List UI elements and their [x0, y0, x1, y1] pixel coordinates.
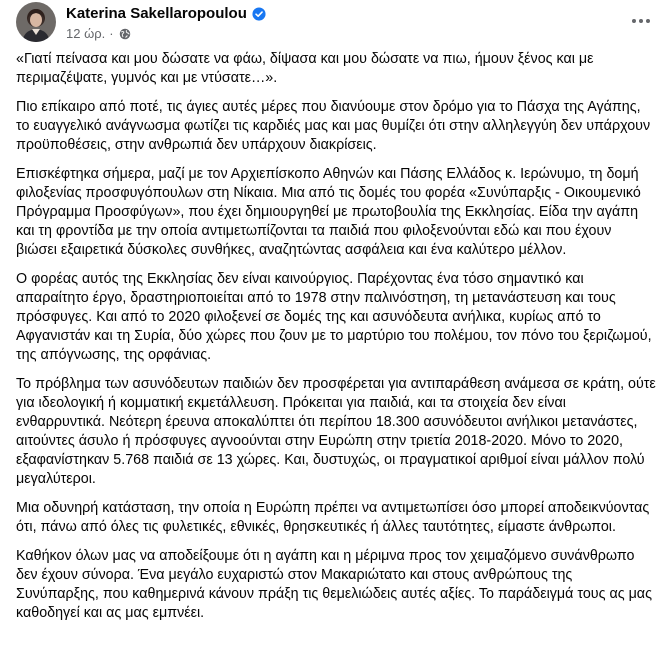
post-paragraph: Καθήκον όλων μας να αποδείξουμε ότι η αγάπη και η μέριμνα προς τον χειμαζόμενο συνάνθρωπο δεν έχουν σύνορα. Ένα μεγάλο ευχαριστώ στον Μακαριώτατο και στους ανθρώπους της Συνύπαρξης, που καθημερινά κάνουν πράξη τις θεμελιώδεις αυτές αξίες. Το παράδειγμά τους ας μας καθοδηγεί και ας μας εμπνέει.: [16, 548, 652, 621]
post-paragraph: Μια οδυνηρή κατάσταση, την οποία η Ευρώπη πρέπει να αντιμετωπίσει όσο μπορεί αποδεικνύοντας ότι, πάνω από όλες τις φυλετικές, εθνικές, θρησκευτικές ή άλλες ταυτότητες, είμαστε άνθρωποι.: [16, 500, 650, 535]
post-meta: [66, 26, 131, 41]
globe-icon[interactable]: [119, 28, 131, 40]
meta-separator: ·: [109, 26, 114, 41]
verified-badge-icon: [252, 7, 266, 21]
post-paragraph: Επισκέφτηκα σήμερα, μαζί με τον Αρχιεπίσκοπο Αθηνών και Πάσης Ελλάδος κ. Ιερώνυμο, τη δομή φιλοξενίας προσφυγόπουλων στη Νίκαια. Μια από τις δομές του φορέα «Συνύπαρξις - Οικουμενικό Πρόγραμμα Προσφύγων», που έχει δημιουργηθεί με πρωτοβουλία της Εκκλησίας. Είδα την αγάπη και τη φροντίδα με την οποία αντιμετωπίζονται τα παιδιά που φιλοξενούνται εδώ και που έχουν βιώσει εξαιρετικά δύσκολες συνθήκες, αναζητώντας ασφάλεια και ένα καλύτερο μέλλον.: [16, 166, 641, 258]
post-header: [16, 0, 656, 44]
author-name-label: Katerina Sakellaropoulou: [66, 5, 247, 22]
avatar[interactable]: [16, 2, 56, 42]
post-paragraph: Πιο επίκαιρο από ποτέ, τις άγιες αυτές μέρες που διανύουμε στον δρόμο για το Πάσχα της Αγάπης, το ευαγγελικό ανάγνωσμα φωτίζει τις καρδιές μας και μας θυμίζει ότι στην αλληλεγγύη δεν υπάρχουν προϋποθέσεις, στην ανθρωπιά δεν υπάρχουν διακρίσεις.: [16, 99, 651, 153]
post-body: [16, 50, 656, 633]
post-paragraph: Ο φορέας αυτός της Εκκλησίας δεν είναι καινούργιος. Παρέχοντας ένα τόσο σημαντικό και απαραίτητο έργο, δραστηριοποιείται από το 1978 στην παλινόστηση, τη μετανάστευση και τους πρόσφυγες. Και από το 2020 φιλοξενεί σε δομές της και ασυνόδευτα ανήλικα, κυρίως από το Αφγανιστάν και τη Συρία, δύο χώρες που ζουν με το μαρτύριο του πολέμου, τον πόνο του ξεριζωμού, της απόγνωσης, της ορφάνιας.: [16, 271, 652, 363]
post-timestamp[interactable]: 12 ώρ.: [66, 26, 106, 41]
post-paragraph: Το πρόβλημα των ασυνόδευτων παιδιών δεν προσφέρεται για αντιπαράθεση ανάμεσα σε κράτη, ούτε για ιδεολογική ή κομματική εκμετάλλευση. Πρόκειται για παιδιά, και τα στοιχεία δεν είναι ενθαρρυντικά. Νεότερη έρευνα αποκαλύπτει ότι περίπου 18.300 ασυνόδευτοι ανήλικοι μετανάστες, αιτούντες άσυλο ή πρόσφυγες αγνοούνται στην Ευρώπη στην τριετία 2018-2020. Μόνο το 2020, εξαφανίστηκαν 5.768 παιδιά σε 13 χώρες. Και, δυστυχώς, οι πραγματικοί αριθμοί είναι μάλλον πολύ μεγαλύτεροι.: [16, 376, 656, 487]
post-paragraph: «Γιατί πείνασα και μου δώσατε να φάω, δίψασα και μου δώσατε να πιω, ήμουν ξένος και με περιμαζέψατε, γυμνός και με ντύσατε…».: [16, 51, 594, 86]
author-name[interactable]: [66, 5, 266, 22]
more-options-icon[interactable]: [626, 6, 656, 36]
